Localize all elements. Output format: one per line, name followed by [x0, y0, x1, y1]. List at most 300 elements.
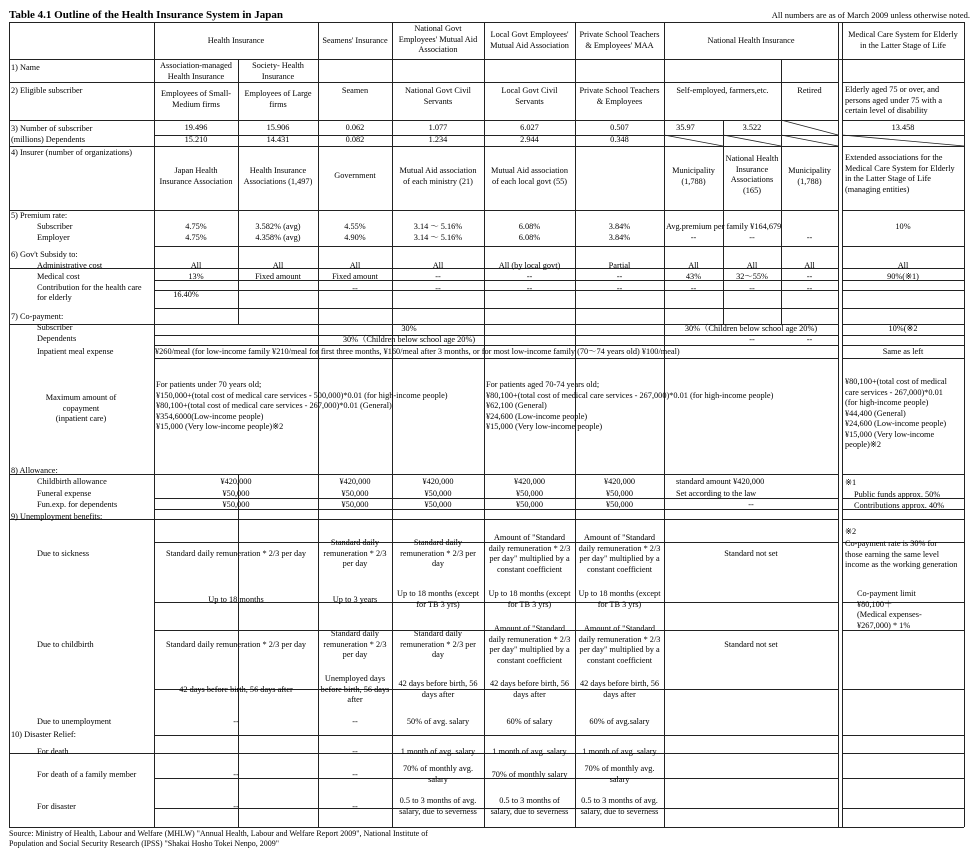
grid-line [842, 778, 964, 779]
sick-natl-0: Standard daily [413, 538, 463, 547]
grid-line [154, 22, 155, 827]
sick-seamens-0: Standard daily [330, 538, 380, 547]
insurer-muni2-1: (1,788) [797, 176, 822, 186]
birth-days-seamens-1: before birth, 56 days [320, 684, 390, 694]
insurer-natl-0: Mutual Aid association [399, 166, 477, 175]
insurer-jhia-1: Insurance Association [159, 176, 233, 186]
note-2b-0: Co-payment limit [857, 589, 916, 598]
premium-sub-1: 3.582% (avg) [255, 222, 301, 231]
period-seamens: Up to 3 years [332, 595, 378, 604]
cell-25: 10) Disaster Relief: [11, 730, 76, 739]
grid-line [842, 22, 843, 827]
grid-line [154, 474, 838, 475]
disaster-natl-0: 0.5 to 3 months of avg. [399, 796, 477, 805]
premium-emp-2: 4.90% [344, 233, 366, 242]
birth-private-3: constant coefficient [586, 655, 653, 665]
grid-line [154, 519, 838, 520]
grid-line [154, 308, 838, 309]
sick-private-1: daily remuneration * 2/3 [578, 543, 661, 553]
birth-hi: Standard daily remuneration * 2/3 per day [165, 640, 307, 649]
childbirth-0: ¥420,000 [220, 477, 252, 486]
subsidy-admin-9: All [897, 261, 909, 270]
grid-line [842, 290, 964, 291]
grid-line [842, 358, 964, 359]
subscribers-2: 0.062 [345, 123, 365, 132]
death-seamens: -- [352, 747, 358, 756]
funeral-dep-4: ¥50,000 [606, 500, 633, 509]
insurer-hia-0: Health Insurance [249, 166, 307, 175]
subsidy-contrib-6: -- [749, 284, 755, 293]
birth-days-local-1: days after [513, 689, 546, 699]
grid-line [842, 689, 964, 690]
table-title: Table 4.1 Outline of the Health Insurance System in Japan [9, 9, 284, 21]
max-copay-70-74-0: For patients aged 70-74 years old; [486, 380, 600, 389]
subsidy-contrib-0: 16.40% [173, 290, 199, 299]
max-copay-under70-1: ¥150,000+(total cost of medical care services - 500,000)*0.01 (for high-income people) [156, 390, 448, 400]
cell-13: 7) Co-payment: [11, 312, 64, 321]
sick-hi: Standard daily remuneration * 2/3 per day [165, 549, 307, 558]
subscribers-0: 19.496 [184, 123, 208, 132]
sick-seamens-2: per day [342, 559, 368, 568]
cell-1: 2) Eligible subscriber [11, 86, 83, 95]
cell-33: -- [806, 335, 813, 344]
grid-line [392, 22, 393, 827]
funeral-1: ¥50,000 [341, 489, 369, 498]
grid-line [9, 22, 10, 827]
sick-seamens-1: remuneration * 2/3 [323, 548, 387, 558]
grid-line [842, 335, 964, 336]
insurer-muni2-0: Municipality [788, 166, 831, 175]
note-2b-2: (Medical expenses- [857, 610, 922, 619]
childbirth-nhi: standard amount ¥420,000 [676, 477, 765, 486]
death-fam-natl-1: salary [428, 774, 448, 784]
header-nhi: National Health Insurance [707, 36, 795, 45]
cell-17: 8) Allowance: [11, 466, 58, 475]
grid-line [842, 210, 964, 211]
cell-6: Subscriber [37, 222, 73, 231]
grid-line [154, 135, 838, 136]
max-copay-under70-0: For patients under 70 years old; [156, 380, 262, 389]
insurer-local-0: Mutual Aid association [491, 166, 568, 175]
cell-4: 4) Insurer (number of organizations) [11, 148, 133, 157]
childbirth-1: ¥420,000 [339, 477, 371, 486]
premium-sub-4: 6.08% [518, 222, 541, 231]
max-copay-elderly-1: care services - 267,000)*0.01 [845, 387, 943, 397]
subsidy-contrib-7: -- [806, 284, 813, 293]
death-private: 1 month of avg. salary [582, 747, 657, 756]
period-hi: Up to 18 months [208, 595, 264, 604]
insurer-muni-1: (1,788) [681, 176, 706, 186]
death-fam-seamens: -- [352, 770, 358, 779]
sick-natl-1: remuneration * 2/3 per [400, 548, 476, 558]
birth-seamens-0: Standard daily [330, 629, 380, 638]
period-natl-0: Up to 18 months (except [396, 589, 480, 598]
disaster-natl-1: salary, due to severness [399, 806, 477, 816]
header-private-school-0: Private School Teachers [579, 30, 660, 39]
label-max-copay-0: Maximum amount of [45, 393, 117, 402]
funeral-2: ¥50,000 [424, 489, 452, 498]
header-natl-govt-0: National Govt [414, 24, 462, 33]
grid-line [842, 345, 964, 346]
subsidy-med-1: Fixed amount [255, 272, 301, 281]
grid-line [9, 753, 154, 754]
insurer-elderly-2: in the Latter Stage of Life [845, 174, 931, 183]
premium-sub-3: 3.14 ～ 5.16% [413, 222, 463, 231]
max-copay-elderly-2: (for high-income people) [845, 398, 929, 407]
period-natl-1: for TB 3 yrs) [416, 599, 460, 609]
disaster-local-0: 0.5 to 3 months of [499, 796, 560, 805]
death-fam-hi: -- [233, 770, 239, 779]
elig-large-0: Employees of Large [244, 89, 312, 98]
sick-private-2: per day" multiplied by a [579, 554, 660, 563]
source-note [9, 829, 428, 849]
subscribers-8: 13.458 [891, 123, 915, 132]
unemp-3: 60% of salary [506, 717, 553, 726]
cell-16: Inpatient meal expense [37, 347, 114, 356]
header-natl-govt-1: Employees' Mutual Aid [398, 34, 478, 44]
premium-sub-0: 4.75% [185, 222, 207, 231]
subsidy-admin-2: All [349, 261, 361, 270]
funeral-4: ¥50,000 [606, 489, 633, 498]
elig-large-1: firms [269, 99, 287, 109]
grid-line [154, 82, 838, 83]
unemp-0: -- [233, 717, 239, 726]
death-natl: 1 month of avg. salary [400, 747, 476, 756]
subscribers-4: 6.027 [520, 123, 539, 132]
note-1-mark: ※1 [845, 478, 857, 487]
elig-small-1: Medium firms [172, 99, 220, 109]
dependents-0: 15.210 [184, 135, 208, 144]
cell-15: Dependents [37, 334, 77, 343]
grid-line [9, 146, 154, 147]
cell-5: 5) Premium rate: [11, 211, 68, 220]
name-assoc-1: Health Insurance [167, 71, 225, 81]
insurer-local-1: of each local govt (55) [491, 176, 568, 186]
dependents-2: 0.082 [345, 135, 365, 144]
insurer-jhia-0: Japan Health [174, 166, 218, 175]
subsidy-admin-0: All [190, 261, 202, 270]
grid-line [842, 753, 964, 754]
premium-emp-4: 6.08% [518, 233, 541, 242]
death-fam-private-1: salary [609, 774, 630, 784]
funeral-0: ¥50,000 [222, 489, 250, 498]
funeral-dep-0: ¥50,000 [222, 500, 250, 509]
birth-private-1: daily remuneration * 2/3 [578, 634, 661, 644]
birth-days-private-0: 42 days before birth, 56 [579, 679, 660, 688]
grid-line [318, 22, 319, 827]
insurer-nhia-2: Associations [730, 175, 774, 184]
birth-nhi: Standard not set [724, 640, 778, 649]
birth-private-0: Amount of "Standard [583, 624, 656, 633]
sick-local-2: per day" multiplied by a [489, 554, 570, 563]
subsidy-contrib-5: -- [690, 284, 697, 293]
grid-line [842, 82, 964, 83]
header-local-govt-1: Mutual Aid Association [490, 40, 569, 50]
grid-line [842, 135, 964, 136]
insurer-nhia-0: National Health [725, 154, 779, 163]
birth-private-2: per day" multiplied by a [579, 645, 660, 654]
disaster-local-1: salary, due to severness [490, 806, 569, 816]
subsidy-med-6: 43% [685, 272, 702, 281]
grid-line [9, 22, 964, 23]
grid-line [9, 324, 154, 325]
birth-days-natl-1: days after [421, 689, 455, 699]
max-copay-elderly-6: people)※2 [845, 440, 881, 449]
max-copay-elderly-3: ¥44,400 (General) [845, 408, 906, 418]
name-society-0: Society- Health [252, 61, 304, 70]
subsidy-med-9: 90%(※1) [887, 272, 919, 281]
birth-days-seamens-2: after [347, 695, 363, 704]
copay-sub-elderly: 10%(※2 [888, 324, 918, 333]
subsidy-admin-7: All [746, 261, 758, 270]
subscribers-6: 35.97 [676, 123, 695, 132]
cell-2: 3) Number of subscriber [11, 124, 93, 133]
elig-local-0: Local Govt Civil [501, 86, 558, 95]
period-private-0: Up to 18 months (except [578, 589, 661, 598]
cell-21: 9) Unemployment benefits: [11, 512, 103, 521]
sick-nhi: Standard not set [724, 549, 778, 558]
insurer-natl-1: of each ministry (21) [403, 176, 473, 186]
note-1a: Public funds approx. 50% [854, 490, 941, 499]
grid-line [842, 519, 964, 520]
grid-line [842, 474, 964, 475]
max-copay-70-74-4: ¥15,000 (Very low-income people) [486, 422, 603, 431]
sick-natl-2: day [432, 559, 444, 568]
grid-line [9, 827, 964, 828]
cell-29: -- [690, 233, 697, 242]
header-natl-govt-2: Association [418, 45, 458, 54]
subsidy-med-4: -- [526, 272, 533, 281]
header-private-school-1: & Employees' MAA [585, 40, 654, 50]
grid-line [154, 335, 838, 336]
note-2a-1: those earning the same level [845, 549, 939, 559]
birth-local-1: daily remuneration * 2/3 [488, 634, 571, 644]
funeral-dep-3: ¥50,000 [516, 500, 543, 509]
cell-11: Contribution for the health care [37, 283, 142, 292]
period-private-1: for TB 3 yrs) [597, 599, 642, 609]
max-copay-elderly-5: ¥15,000 (Very low-income [845, 429, 935, 439]
cell-26: For death [37, 747, 69, 756]
subsidy-admin-3: All [432, 261, 444, 270]
max-copay-70-74-2: ¥62,100 (General) [486, 401, 547, 410]
subscribers-5: 0.507 [610, 123, 629, 132]
birth-local-2: per day" multiplied by a [489, 645, 570, 654]
meal-expense: ¥260/meal (for low-income family ¥210/meal for first three months, ¥160/meal after 3 months, or for most low-income family (70～74 years old) ¥100/meal) [155, 347, 680, 356]
birth-days-seamens-0: Unemployed days [324, 674, 386, 683]
elig-local-1: Servants [515, 96, 544, 106]
cell-14: Subscriber [37, 323, 73, 332]
grid-line [154, 735, 838, 736]
cell-7: Employer [37, 233, 70, 242]
grid-line [9, 59, 964, 60]
subscribers-7: 3.522 [742, 123, 762, 132]
premium-sub-5: 3.84% [608, 222, 631, 231]
label-max-copay-2: (inpatient care) [55, 414, 107, 423]
max-copay-elderly-4: ¥24,600 (Low-income people) [845, 419, 947, 428]
subsidy-admin-6: All [688, 261, 699, 270]
elig-seamen: Seamen [341, 86, 369, 95]
as-of-note: All numbers are as of March 2009 unless otherwise noted. [771, 10, 970, 20]
subsidy-med-0: 13% [188, 272, 204, 281]
max-copay-under70-3: ¥354,6000(Low-income people) [156, 411, 264, 421]
dependents-4: 2.944 [520, 135, 539, 144]
period-local-0: Up to 18 months (except [488, 589, 571, 598]
grid-line [9, 120, 154, 121]
death-local: 1 month of avg. salary [492, 747, 567, 756]
funeral-dep-nhi: -- [748, 500, 754, 509]
copay-dependents: 30%（Children below school age 20%) [342, 335, 476, 344]
subsidy-contrib-1: -- [352, 284, 358, 293]
max-copay-70-74-3: ¥24,600 (Low-income people) [486, 411, 588, 421]
diagonal-strike [9, 22, 10, 23]
grid-line [154, 345, 838, 346]
death-fam-local: 70% of monthly salary [491, 770, 568, 779]
disaster-private-0: 0.5 to 3 months of avg. [581, 796, 658, 805]
note-2-mark: ※2 [845, 527, 857, 536]
cell-12: for elderly [37, 293, 72, 302]
header-health-insurance: Health Insurance [207, 36, 265, 45]
cell-10: Medical cost [37, 272, 80, 281]
grid-line [484, 22, 485, 827]
cell-22: Due to sickness [37, 549, 90, 558]
header-seamens-insurance: Seamens' Insurance [322, 36, 388, 45]
cell-24: Due to unemployment [37, 717, 112, 726]
funeral-dep-2: ¥50,000 [424, 500, 452, 509]
grid-line [154, 120, 838, 121]
cell-20: Fun.exp. for dependents [37, 500, 118, 509]
disaster-seamens: -- [352, 802, 358, 811]
subsidy-admin-8: All [804, 261, 815, 270]
birth-local-3: constant coefficient [496, 655, 563, 665]
grid-line [154, 146, 838, 147]
grid-line [842, 308, 964, 309]
childbirth-3: ¥420,000 [513, 477, 546, 486]
note-1b: Contributions approx. 40% [854, 501, 945, 510]
elig-private-1: & Employees [596, 96, 643, 106]
period-local-1: for TB 3 yrs) [507, 599, 552, 609]
elig-retired: Retired [797, 86, 822, 95]
cell-28: For disaster [37, 802, 76, 811]
childbirth-4: ¥420,000 [603, 477, 636, 486]
grid-line [781, 59, 782, 222]
label-max-copay-1: copayment [62, 403, 100, 413]
grid-line [154, 210, 838, 211]
elig-natl-0: National Govt Civil [405, 86, 471, 95]
grid-line [964, 22, 965, 827]
max-copay-elderly-0: ¥80,100+(total cost of medical [845, 377, 947, 386]
header-elderly-0: Medical Care System for Elderly [848, 30, 958, 39]
grid-line [238, 59, 239, 324]
elig-small-0: Employees of Small- [160, 89, 232, 98]
subsidy-med-3: -- [435, 272, 441, 281]
insurer-hia-1: Associations (1,497) [243, 176, 313, 186]
cell-23: Due to childbirth [37, 640, 94, 649]
elig-private-0: Private School Teachers [579, 86, 660, 95]
copay-subscriber: 30% [401, 324, 417, 333]
subsidy-contrib-2: -- [435, 284, 441, 293]
premium-elderly: 10% [895, 222, 911, 231]
meal-elderly: Same as left [882, 347, 924, 356]
grid-line [838, 22, 839, 827]
insurer-nhia-1: Insurance [735, 164, 769, 174]
grid-line [154, 246, 838, 247]
grid-line [154, 268, 838, 269]
subsidy-med-7: 32～55% [736, 272, 768, 281]
grid-line [9, 82, 154, 83]
sick-private-3: constant coefficient [586, 564, 653, 574]
name-assoc-0: Association-managed [160, 61, 232, 70]
cell-9: Administrative cost [37, 261, 103, 270]
cell-31: -- [806, 233, 813, 242]
note-2a-2: income as the working generation [845, 560, 958, 569]
grid-line [154, 509, 838, 510]
birth-natl-0: Standard daily [413, 629, 463, 638]
cell-30: -- [749, 233, 755, 242]
birth-days-hi: 42 days before birth, 56 days after [179, 685, 293, 694]
death-fam-private-0: 70% of monthly avg. [584, 764, 655, 773]
premium-emp-3: 3.14 ～ 5.16% [413, 233, 463, 242]
note-2b-1: ¥80,100＋ [857, 599, 893, 609]
grid-line [664, 22, 665, 827]
premium-emp-5: 3.84% [608, 233, 631, 242]
grid-line [842, 146, 964, 147]
birth-seamens-2: per day [342, 650, 368, 659]
elig-natl-1: Servants [423, 96, 453, 106]
unemp-1: -- [352, 717, 358, 726]
birth-local-0: Amount of "Standard [493, 624, 566, 633]
elig-elderly-0: Elderly aged 75 or over, and [845, 85, 940, 94]
insurer-elderly-3: (managing entities) [845, 184, 910, 194]
premium-emp-0: 4.75% [185, 233, 207, 242]
birth-days-natl-0: 42 days before birth, 56 [398, 679, 478, 688]
insurer-nhia-3: (165) [743, 185, 761, 195]
funeral-3: ¥50,000 [516, 489, 543, 498]
cell-18: Childbirth allowance [37, 477, 107, 486]
grid-line [842, 735, 964, 736]
disaster-hi: -- [233, 802, 239, 811]
insurer-muni-0: Municipality [672, 166, 715, 175]
cell-8: 6) Gov't Subsidy to: [11, 250, 78, 259]
note-2a-0: Co-payment rate is 30% for [845, 539, 938, 548]
birth-natl-1: remuneration * 2/3 per [400, 639, 476, 649]
elig-elderly-1: persons aged under 75 with a [845, 95, 943, 105]
sick-private-0: Amount of "Standard [583, 533, 656, 542]
unemp-2: 50% of avg. salary [406, 717, 470, 726]
grid-line [842, 808, 964, 809]
grid-line [154, 358, 838, 359]
max-copay-70-74-1: ¥80,100+(total cost of medical care services - 267,000)*0.01 (for high-income people) [486, 390, 774, 400]
header-elderly-1: in the Latter Stage of Life [860, 40, 946, 50]
dependents-1: 14.431 [266, 135, 290, 144]
name-society-1: Insurance [261, 71, 295, 81]
sick-local-0: Amount of "Standard [493, 533, 566, 542]
sick-local-3: constant coefficient [496, 564, 563, 574]
grid-line [154, 290, 838, 291]
premium-emp-1: 4.358% (avg) [255, 233, 301, 242]
funeral-dep-1: ¥50,000 [341, 500, 369, 509]
subscribers-1: 15.906 [266, 123, 290, 132]
death-fam-natl-0: 70% of monthly avg. [402, 764, 474, 773]
insurer-govt: Government [334, 171, 376, 180]
subsidy-admin-5: Partial [608, 261, 631, 270]
insurer-elderly-0: Extended associations for the [845, 153, 943, 162]
subsidy-med-5: -- [616, 272, 623, 281]
note-2b-3: ¥267,000) * 1% [857, 620, 911, 630]
max-copay-under70-2: ¥80,100+(total cost of medical care services - 267,000)*0.01 (General) [156, 401, 392, 410]
cell-0: 1) Name [11, 63, 40, 72]
dependents-3: 1.234 [428, 135, 448, 144]
cell-27: For death of a family member [37, 770, 137, 779]
